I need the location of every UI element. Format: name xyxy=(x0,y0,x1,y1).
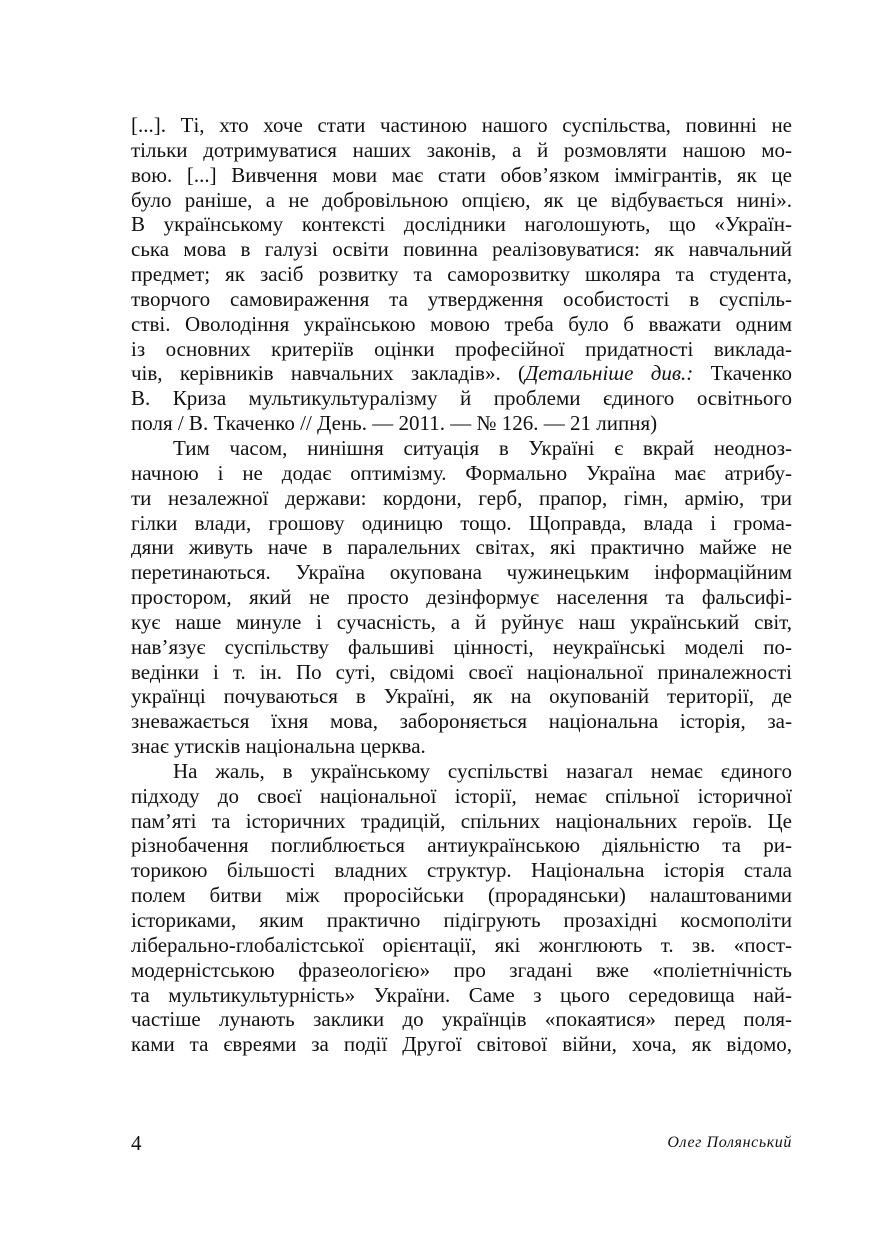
text-line: було раніше, а не добровільною опцією, як це відбувається нині». xyxy=(131,187,792,212)
text-line: гілки влади, грошову одиницю тощо. Щоправда, влада і грома- xyxy=(131,510,792,535)
text-line: ведінки і т. ін. По суті, свідомі своєї національної приналежності xyxy=(131,659,792,684)
text-line: полем битви між проросійськи (прорадянськи) налаштованими xyxy=(131,883,792,908)
text-line: нав’язує суспільству фальшиві цінності, неукраїнські моделі по- xyxy=(131,634,792,659)
text-line: На жаль, в українському суспільстві назагал немає єдиного xyxy=(173,758,792,783)
page-number: 4 xyxy=(131,1131,142,1155)
text-line: творчого самовираження та утвердження особистості в суспіль- xyxy=(131,286,792,311)
paragraph-2 xyxy=(131,436,792,759)
text-line: перетинаються. Україна окупована чужинецьким інформаційним xyxy=(131,560,792,585)
text-line: дяни живуть наче в паралельних світах, які практично майже не xyxy=(131,535,792,560)
text-line: Тим часом, нинішня ситуація в Україні є вкрай неодноз- xyxy=(173,435,792,460)
text-line: В українському контексті дослідники наголошують, що «Україн- xyxy=(131,212,792,237)
text-line: вою. [...] Вивчення мови має стати обов’язком іммігрантів, як це xyxy=(131,162,792,187)
text-line: торикою більшості владних структур. Національна історія стала xyxy=(131,858,792,883)
text-line: стві. Оволодіння українською мовою треба було б вважати одним xyxy=(131,311,792,336)
text-line: та мультикультурність» України. Саме з цього середовища най- xyxy=(131,982,792,1007)
paragraph-3 xyxy=(131,759,792,1057)
text-line: ти незалежної держави: кордони, герб, прапор, гімн, армію, три xyxy=(131,485,792,510)
text-line: [...]. Ті, хто хоче стати частиною нашого суспільства, повинні не xyxy=(131,113,792,137)
running-footer-author: Олег Полянський xyxy=(667,1134,792,1151)
text-line: зневажається їхня мова, забороняється національна історія, за- xyxy=(131,709,792,734)
text-line: модерністською фразеологією» про згадані вже «поліетнічність xyxy=(131,957,792,982)
text-line: поля / В. Ткаченко // День. — 2011. — № 126. — 21 липня) xyxy=(131,411,658,436)
text-line: ками та євреями за події Другої світової війни, хоча, як відомо, xyxy=(131,1032,792,1057)
text-line-with-reference xyxy=(131,361,792,386)
text-line: В. Криза мультикультуралізму й проблеми єдиного освітнього xyxy=(131,386,792,411)
page-body xyxy=(131,113,792,1057)
reference-author: Ткаченко xyxy=(693,361,792,386)
text-line: ська мова в галузі освіти повинна реалізовуватися: як навчальний xyxy=(131,237,792,262)
text-line: підходу до своєї національної історії, немає спільної історичної xyxy=(131,783,792,808)
text-line: істориками, яким практично підігрують прозахідні космополіти xyxy=(131,908,792,932)
text-line: предмет; як засіб розвитку та саморозвитку школяра та студента, xyxy=(131,262,792,287)
text-line: простором, який не просто дезінформує населення та фальсифі- xyxy=(131,585,792,610)
text-line: ліберально-глобалістської орієнтації, які жонглюють т. зв. «пост- xyxy=(131,932,792,957)
text-line: начною і не додає оптимізму. Формально Україна має атрибу- xyxy=(131,460,792,485)
text-line: частіше лунають заклики до українців «покаятися» перед поля- xyxy=(131,1007,792,1032)
text-line: різнобачення поглиблюється антиукраїнською діяльністю та ри- xyxy=(131,833,792,858)
reference-prefix: чів, керівників навчальних закладів». ( xyxy=(131,361,526,386)
text-line: тільки дотримуватися наших законів, а й розмовляти нашою мо- xyxy=(131,137,792,162)
text-line: пам’яті та історичних традицій, спільних національних героїв. Це xyxy=(131,808,792,833)
text-line: із основних критеріїв оцінки професійної придатності виклада- xyxy=(131,336,792,361)
text-line: кує наше минуле і сучасність, а й руйнує наш український світ, xyxy=(131,609,792,634)
paragraph-1 xyxy=(131,113,792,436)
text-line: знає утисків національна церква. xyxy=(131,734,426,759)
text-line: українці почуваються в Україні, як на окупованій території, де xyxy=(131,684,792,709)
reference-see-more: Детальніше див.: xyxy=(525,361,694,386)
